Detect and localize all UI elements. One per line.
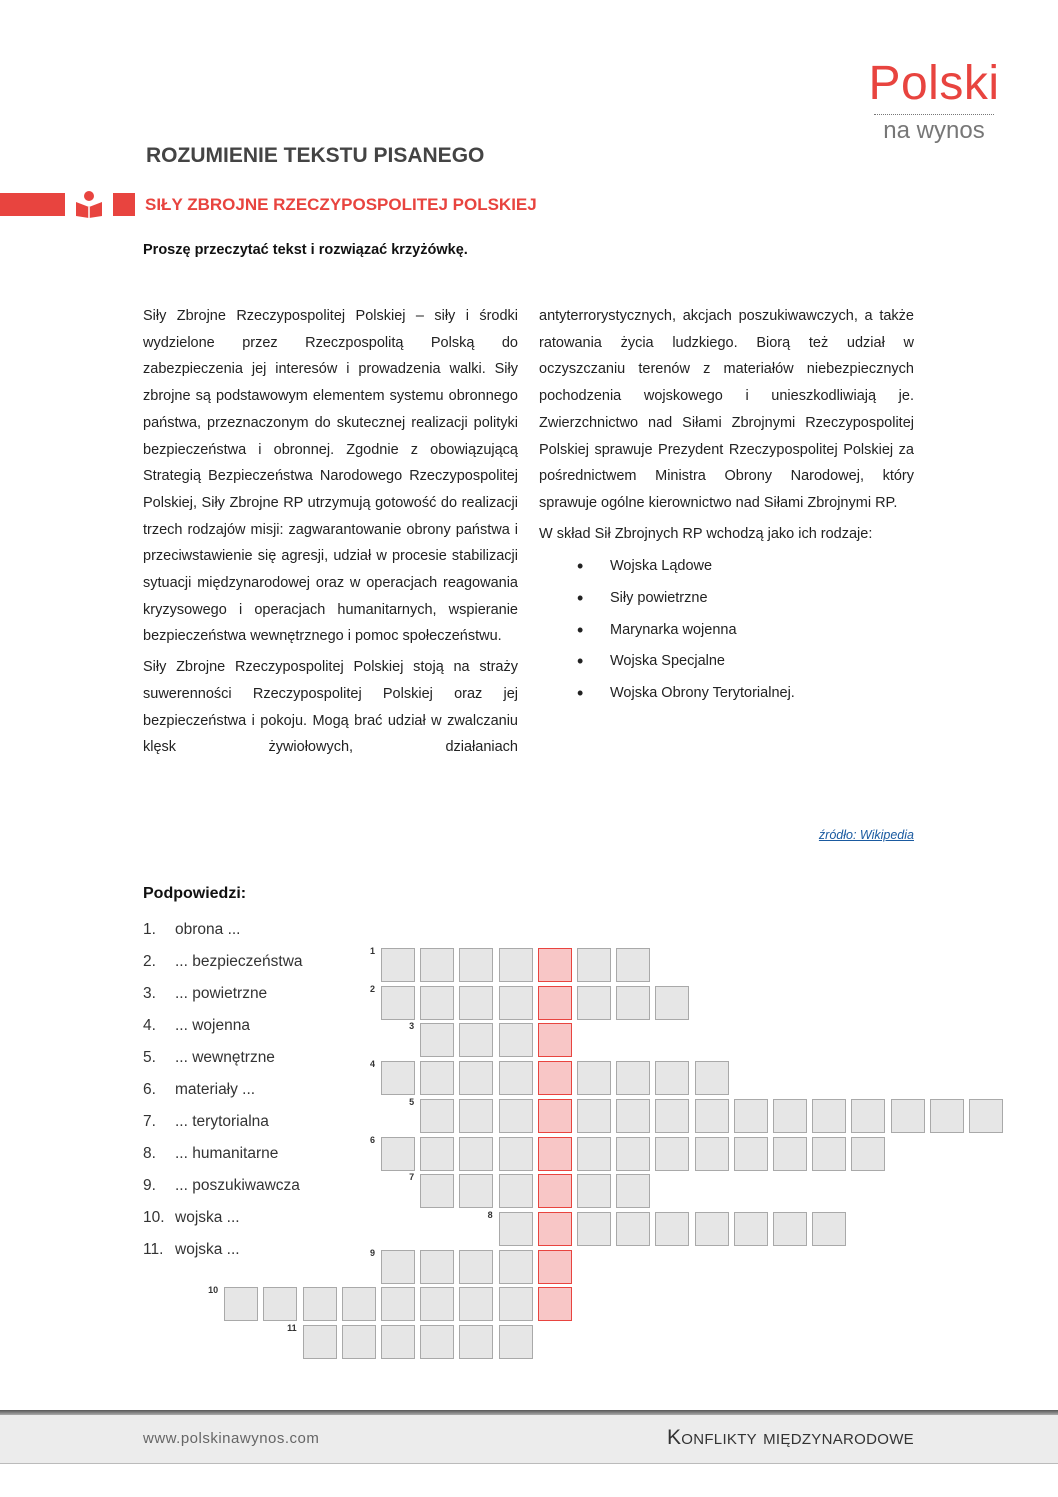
- accent-bar-right: [113, 193, 135, 216]
- crossword-cell[interactable]: [224, 1287, 258, 1321]
- crossword-cell[interactable]: [851, 1099, 885, 1133]
- crossword-solution-cell[interactable]: [538, 1250, 572, 1284]
- crossword-solution-cell[interactable]: [538, 948, 572, 982]
- crossword-cell[interactable]: [420, 1174, 454, 1208]
- crossword-cell[interactable]: [459, 948, 493, 982]
- logo-main-text: Polski: [868, 57, 1000, 110]
- crossword-cell[interactable]: [695, 1061, 729, 1095]
- crossword-cell[interactable]: [499, 1174, 533, 1208]
- crossword-cell[interactable]: [381, 986, 415, 1020]
- hint-number: 1.: [143, 921, 156, 938]
- logo-divider: [874, 114, 994, 116]
- crossword-cell[interactable]: [499, 1325, 533, 1359]
- hint-item: [143, 1202, 303, 1234]
- crossword-clue-number: 1: [369, 946, 375, 956]
- crossword-cell[interactable]: [812, 1212, 846, 1246]
- hint-item: [143, 946, 303, 978]
- hint-text: ... bezpieczeństwa: [175, 953, 303, 970]
- crossword-cell[interactable]: [342, 1325, 376, 1359]
- hints-list: [143, 914, 303, 1266]
- crossword-cell[interactable]: [303, 1325, 337, 1359]
- crossword-cell[interactable]: [616, 1212, 650, 1246]
- hint-text: ... wojenna: [175, 1017, 250, 1034]
- hint-text: ... humanitarne: [175, 1145, 279, 1162]
- crossword-cell[interactable]: [577, 986, 611, 1020]
- crossword-cell[interactable]: [616, 986, 650, 1020]
- hint-item: [143, 1170, 303, 1202]
- crossword-cell[interactable]: [655, 1061, 689, 1095]
- crossword-solution-cell[interactable]: [538, 1212, 572, 1246]
- crossword-cell[interactable]: [655, 1137, 689, 1171]
- hint-item: [143, 1074, 303, 1106]
- crossword-cell[interactable]: [695, 1212, 729, 1246]
- crossword-clue-number: 2: [369, 983, 375, 994]
- crossword-solution-cell[interactable]: [538, 1061, 572, 1095]
- hint-item: [143, 978, 303, 1010]
- crossword-cell[interactable]: [734, 1099, 768, 1133]
- list-item: • Wojska Specjalne: [539, 646, 914, 678]
- list-item: • Siły powietrzne: [539, 583, 914, 615]
- hint-number: 9.: [143, 1177, 156, 1194]
- hint-number: 2.: [143, 953, 156, 970]
- hint-number: 10.: [143, 1209, 165, 1226]
- article-paragraph: W skład Sił Zbrojnych RP wchodzą jako ich rodzaje:: [539, 525, 873, 542]
- hint-text: ... powietrzne: [175, 985, 268, 1002]
- crossword-solution-cell[interactable]: [538, 1137, 572, 1171]
- crossword-cell[interactable]: [734, 1212, 768, 1246]
- crossword-cell[interactable]: [459, 1287, 493, 1321]
- crossword-cell[interactable]: [420, 986, 454, 1020]
- crossword-cell[interactable]: [499, 1061, 533, 1095]
- crossword-cell[interactable]: [695, 1099, 729, 1133]
- crossword-cell[interactable]: [577, 1099, 611, 1133]
- crossword-clue-number: 9: [369, 1247, 375, 1258]
- crossword-cell[interactable]: [381, 1061, 415, 1095]
- hint-item: [143, 914, 303, 946]
- crossword-cell[interactable]: [812, 1137, 846, 1171]
- hint-text: ... poszukiwawcza: [175, 1177, 300, 1194]
- hint-number: 7.: [143, 1113, 156, 1130]
- crossword-cell[interactable]: [381, 1137, 415, 1171]
- crossword-cell[interactable]: [655, 1212, 689, 1246]
- crossword-cell[interactable]: [734, 1137, 768, 1171]
- article-column-right: [539, 303, 914, 709]
- crossword-cell[interactable]: [499, 1099, 533, 1133]
- hint-number: 3.: [143, 985, 156, 1002]
- crossword-solution-cell[interactable]: [538, 986, 572, 1020]
- crossword-cell[interactable]: [263, 1287, 297, 1321]
- crossword-solution-cell[interactable]: [538, 1174, 572, 1208]
- footer-title: Konflikty międzynarodowe: [666, 1426, 914, 1449]
- crossword-cell[interactable]: [420, 1325, 454, 1359]
- crossword-cell[interactable]: [616, 1174, 650, 1208]
- section-subtitle: SIŁY ZBROJNE RZECZYPOSPOLITEJ POLSKIEJ: [145, 195, 537, 214]
- crossword-clue-number: 3: [409, 1021, 415, 1032]
- crossword-cell[interactable]: [459, 986, 493, 1020]
- crossword-cell[interactable]: [499, 948, 533, 982]
- crossword-cell[interactable]: [499, 986, 533, 1020]
- crossword-cell[interactable]: [459, 1023, 493, 1057]
- list-item: • Wojska Obrony Terytorialnej.: [539, 678, 914, 710]
- list-item: • Marynarka wojenna: [539, 615, 914, 647]
- footer-url: www.polskinawynos.com: [143, 1430, 320, 1447]
- crossword-cell[interactable]: [420, 1137, 454, 1171]
- crossword-cell[interactable]: [969, 1099, 1003, 1133]
- crossword-clue-number: 11: [287, 1323, 297, 1333]
- logo: [868, 56, 1000, 144]
- crossword-cell[interactable]: [616, 1061, 650, 1095]
- logo-sub-text: na wynos: [883, 117, 985, 144]
- crossword-cell[interactable]: [655, 986, 689, 1020]
- hint-number: 4.: [143, 1017, 156, 1034]
- crossword-cell[interactable]: [381, 948, 415, 982]
- hint-text: wojska ...: [175, 1241, 240, 1258]
- crossword-cell[interactable]: [420, 1061, 454, 1095]
- crossword-cell[interactable]: [420, 1287, 454, 1321]
- crossword-cell[interactable]: [459, 1250, 493, 1284]
- branches-list: [539, 551, 914, 709]
- crossword-cell[interactable]: [577, 1174, 611, 1208]
- crossword-cell[interactable]: [303, 1287, 337, 1321]
- crossword-cell[interactable]: [420, 1023, 454, 1057]
- article-paragraph: Siły Zbrojne Rzeczypospolitej Polskiej – siły i środki wydzielone przez Rzeczpospolitą Polską do zabezpieczenia jej interesów i prowadzenia walki. Siły zbrojne są podstawowym elementem systemu obronnego państwa, przeznaczonym do skutecznej realizacji polityki bezpieczeństwa i obronnej. Zgodnie z obowiązującą Strategią Bezpieczeństwa Narodowego Rzeczypospolitej Polskiej, Siły Zbrojne RP utrzymują gotowość do realizacji trzech rodzajów misji: zagwarantowanie obrony państwa i przeciwstawienie się agresji, udział w procesie stabilizacji sytuacji międzynarodowej oraz w operacjach reagowania kryzysowego i operacjach humanitarnych, wspieranie bezpieczeństwa wewnętrznego i pomoc społeczeństwu.: [143, 308, 518, 645]
- hint-number: 5.: [143, 1049, 156, 1066]
- hint-text: obrona ...: [175, 921, 241, 938]
- crossword-cell[interactable]: [773, 1137, 807, 1171]
- crossword-solution-cell[interactable]: [538, 1099, 572, 1133]
- crossword-cell[interactable]: [616, 1137, 650, 1171]
- crossword-cell[interactable]: [577, 1137, 611, 1171]
- crossword-cell[interactable]: [577, 948, 611, 982]
- hint-item: [143, 1234, 303, 1266]
- article-paragraph: antyterrorystycznych, akcjach poszukiwawczych, a także ratowania życia ludzkiego. Biorą też udział w oczyszczaniu terenów z materiałów niebezpiecznych pochodzenia wojskowego i unieszkodliwiają je. Zwierzchnictwo nad Siłami Zbrojnymi Rzeczypospolitej Polskiej sprawuje Prezydent Rzeczypospolitej Polskiej za pośrednictwem Ministra Obrony Narodowej, który sprawuje ogólne kierownictwo nad Siłami Zbrojnymi RP.: [539, 308, 914, 511]
- crossword-clue-number: 10: [208, 1285, 219, 1296]
- task-instruction: Proszę przeczytać tekst i rozwiązać krzyżówkę.: [143, 242, 468, 258]
- crossword-cell[interactable]: [695, 1137, 729, 1171]
- source-link[interactable]: źródło: Wikipedia: [818, 828, 914, 842]
- footer-rule-bottom: [0, 1463, 1058, 1464]
- hint-text: ... wewnętrzne: [175, 1049, 275, 1066]
- article-paragraph: Siły Zbrojne Rzeczypospolitej Polskiej stoją na straży suwerenności Rzeczypospolitej Polskiej oraz jej bezpieczeństwa i pokoju. Mogą brać udział w zwalczaniu klęsk żywiołowych, działaniach: [143, 659, 518, 756]
- crossword-cell[interactable]: [773, 1099, 807, 1133]
- hint-item: [143, 1138, 303, 1170]
- crossword-cell[interactable]: [577, 1061, 611, 1095]
- crossword-clue-number: 5: [409, 1096, 415, 1107]
- crossword-cell[interactable]: [381, 1325, 415, 1359]
- crossword-cell[interactable]: [499, 1023, 533, 1057]
- crossword-cell[interactable]: [381, 1250, 415, 1284]
- hint-text: wojska ...: [175, 1209, 240, 1226]
- crossword-cell[interactable]: [499, 1250, 533, 1284]
- hint-number: 11.: [143, 1241, 164, 1258]
- crossword-cell[interactable]: [459, 1099, 493, 1133]
- crossword-cell[interactable]: [420, 1099, 454, 1133]
- hint-number: 6.: [143, 1081, 156, 1098]
- crossword-clue-number: 7: [409, 1172, 415, 1183]
- crossword-solution-cell[interactable]: [538, 1287, 572, 1321]
- crossword-cell[interactable]: [499, 1212, 533, 1246]
- crossword-clue-number: 6: [369, 1134, 375, 1145]
- crossword-cell[interactable]: [577, 1212, 611, 1246]
- crossword-cell[interactable]: [459, 1137, 493, 1171]
- crossword-clue-number: 4: [369, 1059, 375, 1070]
- crossword-cell[interactable]: [930, 1099, 964, 1133]
- hint-item: [143, 1010, 303, 1042]
- crossword-cell[interactable]: [459, 1325, 493, 1359]
- article-column-left: [143, 303, 518, 765]
- crossword-cell[interactable]: [773, 1212, 807, 1246]
- crossword-cell[interactable]: [342, 1287, 376, 1321]
- crossword-cell[interactable]: [616, 1099, 650, 1133]
- hints-title: Podpowiedzi:: [143, 885, 247, 902]
- crossword-cell[interactable]: [891, 1099, 925, 1133]
- crossword-cell[interactable]: [812, 1099, 846, 1133]
- crossword-cell[interactable]: [499, 1287, 533, 1321]
- crossword-cell[interactable]: [616, 948, 650, 982]
- reading-book-icon: [76, 190, 102, 218]
- crossword-clue-number: 8: [487, 1209, 493, 1220]
- crossword-cell[interactable]: [459, 1061, 493, 1095]
- hint-text: ... terytorialna: [175, 1113, 269, 1130]
- crossword-solution-cell[interactable]: [538, 1023, 572, 1057]
- page-title: ROZUMIENIE TEKSTU PISANEGO: [146, 144, 485, 167]
- hint-item: [143, 1106, 303, 1138]
- crossword-cell[interactable]: [499, 1137, 533, 1171]
- crossword-cell[interactable]: [420, 948, 454, 982]
- hint-text: materiały ...: [175, 1081, 256, 1098]
- crossword-cell[interactable]: [655, 1099, 689, 1133]
- crossword-cell[interactable]: [459, 1174, 493, 1208]
- list-item: • Wojska Lądowe: [539, 551, 914, 583]
- hint-item: [143, 1042, 303, 1074]
- crossword-cell[interactable]: [420, 1250, 454, 1284]
- crossword-cell[interactable]: [381, 1287, 415, 1321]
- crossword-cell[interactable]: [851, 1137, 885, 1171]
- accent-bar-left: [0, 193, 65, 216]
- hint-number: 8.: [143, 1145, 156, 1162]
